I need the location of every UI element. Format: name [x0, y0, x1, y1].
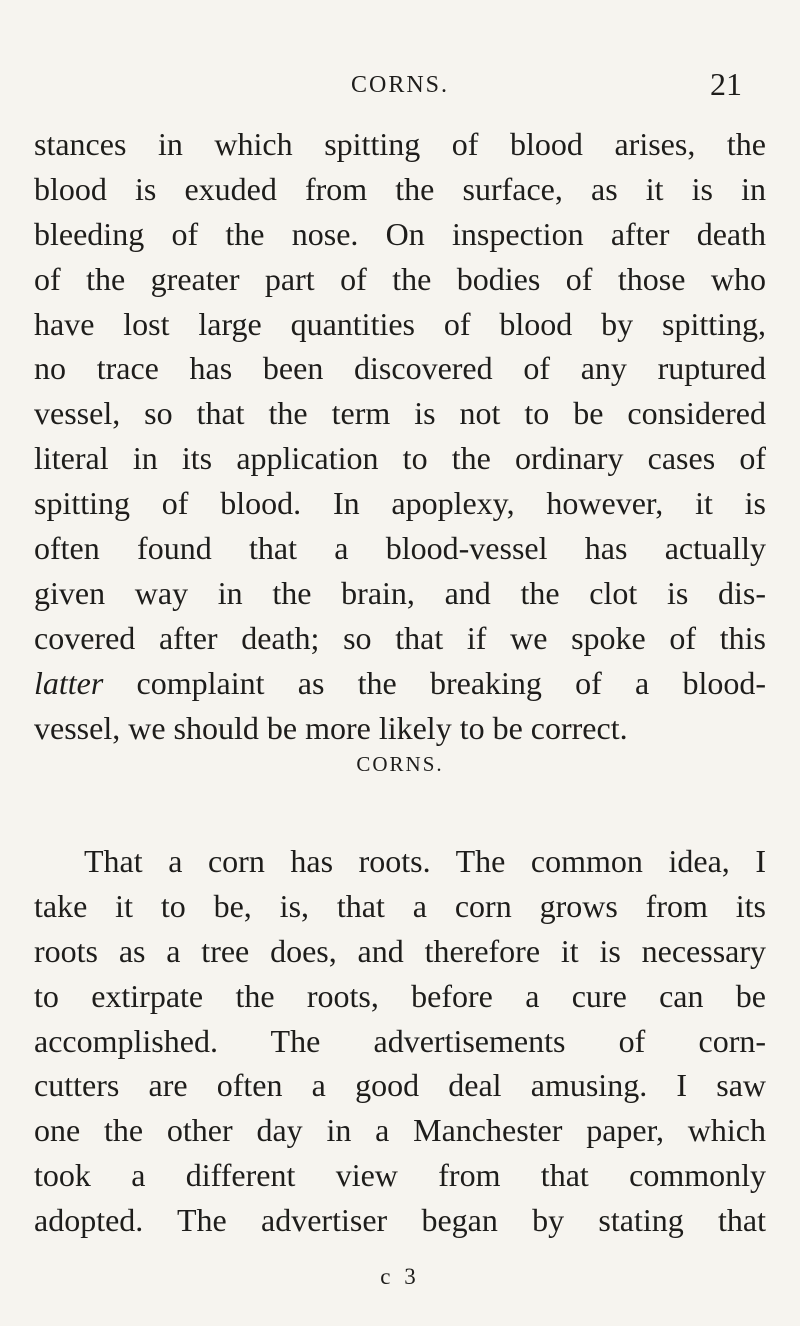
text-line-last: vessel, we should be more likely to be correct.: [34, 709, 628, 746]
paragraph-corns: [34, 839, 766, 1243]
running-head: [0, 66, 800, 106]
text-line: roots as a tree does, and therefore it is necessary: [34, 932, 766, 969]
paragraph-continued: [34, 122, 766, 750]
text-line: took a different view from that commonly: [34, 1157, 766, 1194]
text-line: have lost large quantities of blood by spitting,: [34, 305, 766, 342]
text-line: vessel, so that the term is not to be considered: [34, 395, 766, 432]
text-line: one the other day in a Manchester paper, which: [34, 1112, 766, 1149]
section-heading: CORNS.: [356, 752, 444, 776]
text-line: given way in the brain, and the clot is dis-: [34, 574, 766, 611]
text-line-first: That a corn has roots. The common idea, I: [84, 843, 766, 879]
text-line: to extirpate the roots, before a cure can be: [34, 977, 766, 1014]
italic-word: latter: [34, 664, 104, 701]
text-line: stances in which spitting of blood arises, the: [34, 126, 766, 162]
text-line: spitting of blood. In apoplexy, however, it is: [34, 485, 766, 522]
text-line-with-italic: [34, 661, 766, 706]
text-line: accomplished. The advertisements of corn-: [34, 1022, 766, 1059]
signature-mark: c 3: [380, 1264, 420, 1289]
text-line: take it to be, is, that a corn grows from its: [34, 887, 766, 924]
text-line: covered after death; so that if we spoke of this: [34, 619, 766, 656]
text-line: bleeding of the nose. On inspection after death: [34, 215, 766, 252]
text-line: literal in its application to the ordinary cases of: [34, 440, 766, 477]
text-line: often found that a blood-vessel has actually: [34, 530, 766, 567]
text-line: no trace has been discovered of any ruptured: [34, 350, 766, 387]
running-title: CORNS.: [350, 72, 450, 98]
text-line: blood is exuded from the surface, as it is in: [34, 170, 766, 207]
text-line-rest: complaint as the breaking of a blood-: [103, 664, 766, 701]
text-line: adopted. The advertiser began by stating that: [34, 1202, 766, 1239]
text-line: of the greater part of the bodies of those who: [34, 260, 766, 297]
page-number: 21: [710, 66, 742, 102]
text-line: cutters are often a good deal amusing. I saw: [34, 1067, 766, 1104]
